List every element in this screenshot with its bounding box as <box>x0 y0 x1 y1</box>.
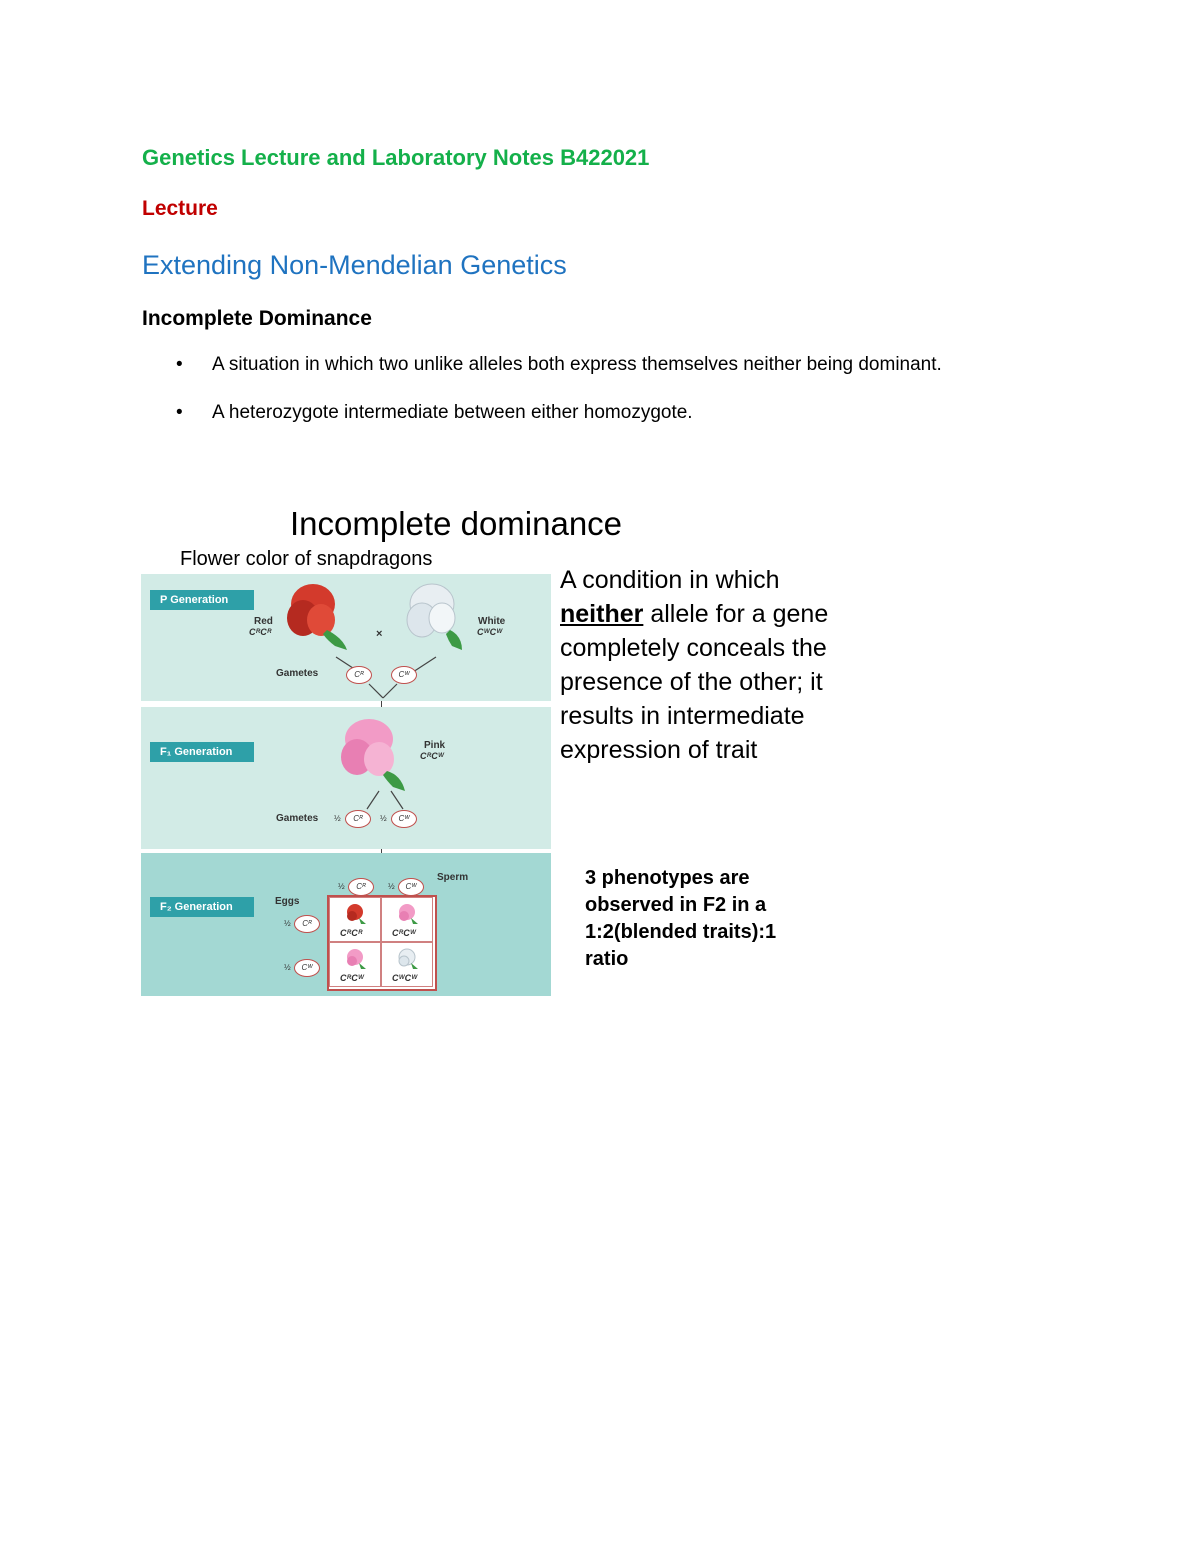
egg-cw: Cᵂ <box>294 959 320 977</box>
section-label: Lecture <box>142 197 218 220</box>
punnett-genotype: CᴿCᵂ <box>340 973 364 983</box>
f1-gametes-label: Gametes <box>276 813 319 824</box>
cross-symbol: × <box>376 628 383 640</box>
sperm-label: Sperm <box>437 872 469 883</box>
bullet-text: A heterozygote intermediate between either homozygote. <box>212 402 693 423</box>
f1-generation-tag: F₁ Generation <box>150 742 254 762</box>
bullet-icon: • <box>176 354 183 375</box>
red-label: Red <box>254 616 273 627</box>
red-flower-icon <box>283 580 353 652</box>
figure-subtitle: Flower color of snapdragons <box>180 548 433 570</box>
egg-cr: Cᴿ <box>294 915 320 933</box>
f1-gamete-cr: Cᴿ <box>345 810 371 828</box>
bullet-text: A situation in which two unlike alleles both express themselves neither being dominant. <box>212 354 942 375</box>
half-fraction: ½ <box>380 814 387 823</box>
punnett-genotype: CᴿCᵂ <box>392 928 416 938</box>
punnett-cell <box>381 942 433 987</box>
f2-generation-tag: F₂ Generation <box>150 897 254 917</box>
sperm-cr: Cᴿ <box>348 878 374 896</box>
condition-emphasis: neither <box>560 600 644 628</box>
bullet-list <box>142 352 1102 448</box>
punnett-genotype: CᴿCᴿ <box>340 928 363 938</box>
heading-extending: Extending Non-Mendelian Genetics <box>142 250 567 280</box>
eggs-label: Eggs <box>275 896 300 907</box>
bullet-item <box>142 400 1102 426</box>
white-flower-icon <box>396 580 466 652</box>
pink-flower-icon <box>344 947 368 971</box>
half-fraction: ½ <box>388 882 395 891</box>
p-generation-tag: P Generation <box>150 590 254 610</box>
f1-generation-panel <box>141 707 551 849</box>
red-genotype: CᴿCᴿ <box>249 627 272 637</box>
pink-label: Pink <box>424 740 446 751</box>
pink-flower-icon <box>331 713 411 793</box>
punnett-genotype: CᵂCᵂ <box>392 973 418 983</box>
red-flower-icon <box>344 902 368 926</box>
p-gametes-label: Gametes <box>276 668 319 679</box>
phenotypes-note: 3 phenotypes are observed in F2 in a 1:2(blended traits):1 ratio <box>585 867 777 970</box>
half-fraction: ½ <box>338 882 345 891</box>
condition-definition <box>560 563 830 767</box>
white-flower-icon <box>396 947 420 971</box>
heading-incomplete-dominance: Incomplete Dominance <box>142 307 372 330</box>
punnett-cell <box>381 897 433 942</box>
sperm-cw: Cᵂ <box>398 878 424 896</box>
half-fraction: ½ <box>284 919 291 928</box>
punnett-cell <box>329 897 381 942</box>
punnett-square <box>327 895 437 991</box>
half-fraction: ½ <box>284 963 291 972</box>
document-title: Genetics Lecture and Laboratory Notes B422021 <box>142 145 650 170</box>
white-label: White <box>478 616 506 627</box>
punnett-cell <box>329 942 381 987</box>
white-genotype: CᵂCᵂ <box>477 627 503 637</box>
pink-flower-icon <box>396 902 420 926</box>
merge-lines <box>363 682 403 702</box>
gamete-cw: Cᵂ <box>391 666 417 684</box>
half-fraction: ½ <box>334 814 341 823</box>
bullet-item <box>142 352 1102 378</box>
f1-gamete-cw: Cᵂ <box>391 810 417 828</box>
figure-title: Incomplete dominance <box>290 505 623 542</box>
p-generation-panel <box>141 574 551 701</box>
bullet-icon: • <box>176 402 183 423</box>
condition-post: allele for a gene completely conceals the presence of the other; it results in intermediate expression of trait <box>560 600 829 764</box>
pink-genotype: CᴿCᵂ <box>420 751 444 761</box>
condition-pre: A condition in which <box>560 566 780 594</box>
gamete-cr: Cᴿ <box>346 666 372 684</box>
